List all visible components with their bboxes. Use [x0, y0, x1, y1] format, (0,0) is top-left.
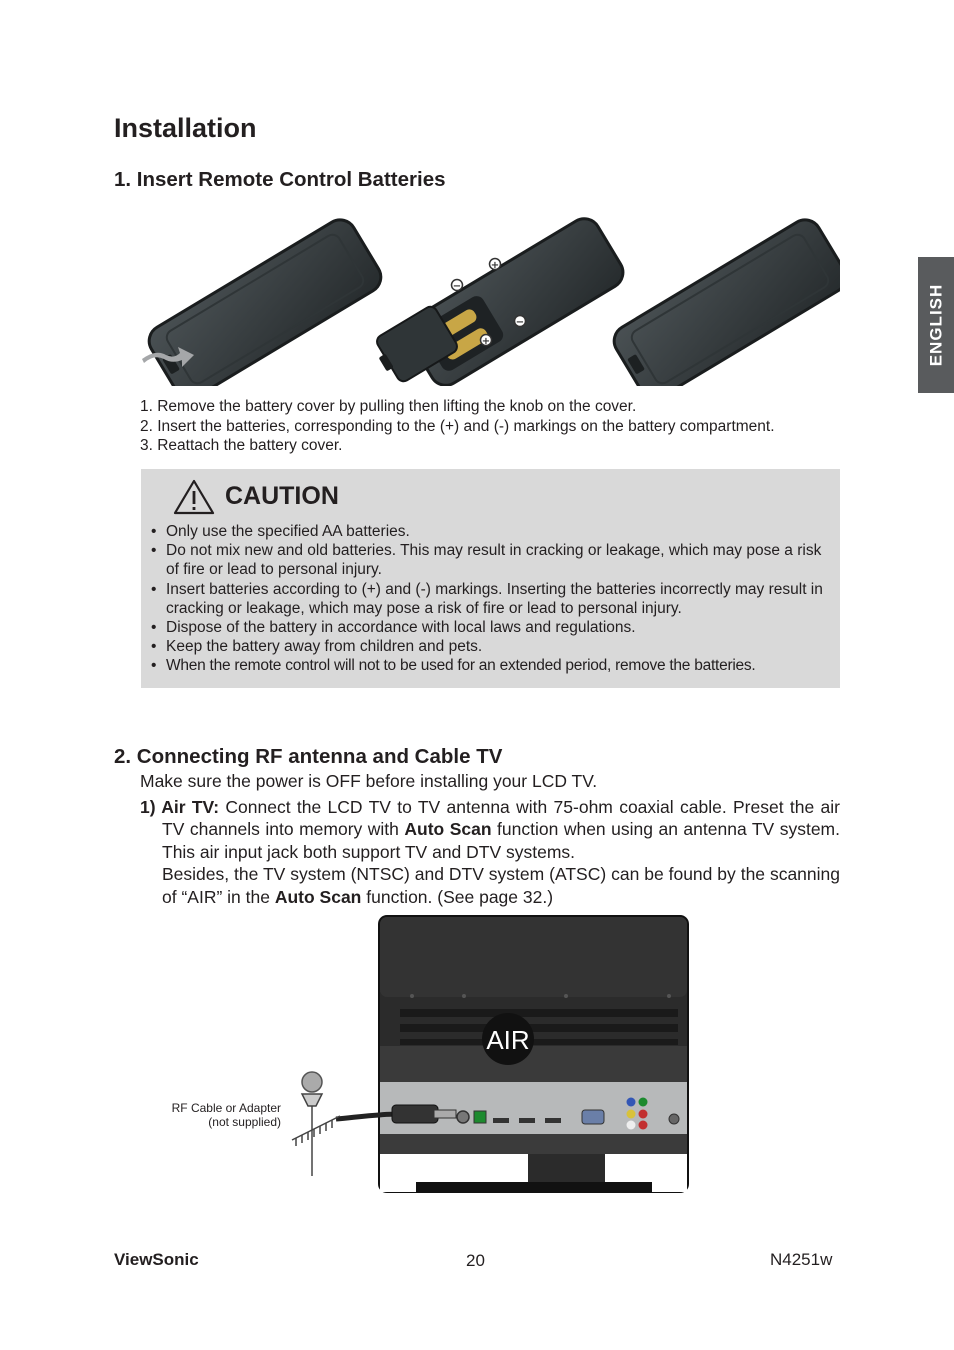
section1-heading: 1. Insert Remote Control Batteries: [114, 168, 446, 191]
caution-title: CAUTION: [225, 482, 339, 510]
rf-cable-label-line2: (not supplied): [208, 1115, 281, 1129]
air-tv-label: 1) Air TV:: [140, 797, 220, 817]
caution-item-text: Insert batteries according to (+) and (-) markings. Inserting the batteries incorrectly may result in cracking or leakage, which may pose a risk of fire or lead to personal injury.: [166, 580, 823, 617]
caution-bullet: •: [151, 657, 157, 675]
vent-slots: [400, 1009, 678, 1045]
minus-marking-icon: [515, 316, 526, 329]
auto-scan-term: Auto Scan: [404, 819, 492, 840]
caution-bullet: •: [151, 523, 157, 540]
tv-stand: [416, 1182, 652, 1192]
caution-item: [151, 541, 837, 579]
caution-item-text: Keep the battery away from children and pets.: [166, 638, 483, 656]
warning-triangle-icon: [173, 479, 215, 515]
language-tab: [918, 257, 954, 393]
air-tv-paragraph-2: [140, 863, 840, 908]
plus-marking-icon: [481, 335, 492, 348]
battery-steps-list: [140, 397, 860, 456]
footer-page-number: 20: [466, 1251, 485, 1270]
air-tv-paragraph-1: [140, 796, 840, 863]
air-tv-text-2a: Besides, the TV system (NTSC) and DTV system (ATSC) can be found by the scanning of “AIR” in the: [162, 864, 840, 907]
caution-item: [151, 656, 837, 675]
caution-item-text: Only use the specified AA batteries.: [166, 523, 410, 540]
footer-brand: ViewSonic: [114, 1250, 199, 1269]
plus-marking-icon: [490, 259, 501, 272]
caution-bullet: •: [151, 619, 157, 637]
plus-mark-bottom: +: [481, 336, 491, 347]
section2-intro: Make sure the power is OFF before installing your LCD TV.: [140, 771, 598, 791]
tv-rear-panel-illustration: [288, 914, 690, 1194]
rf-cable-label: [140, 1101, 281, 1129]
language-tab-label: ENGLISH: [926, 283, 945, 367]
page-title: Installation: [114, 113, 257, 143]
caution-item: [151, 522, 837, 541]
air-tv-instructions: [140, 796, 840, 908]
caution-item-text: Do not mix new and old batteries. This may result in cracking or leakage, which may pose a risk of fire or lead to personal injury.: [166, 542, 822, 579]
minus-mark-right: −: [515, 317, 525, 328]
caution-bullet: •: [151, 638, 157, 656]
step-1: 1. Remove the battery cover by pulling then lifting the knob on the cover.: [140, 398, 637, 415]
vga-port: [582, 1110, 604, 1124]
caution-item: [151, 637, 837, 656]
coax-plug: [392, 1105, 438, 1123]
minus-mark-left: −: [452, 281, 462, 292]
air-badge-label: AIR: [486, 1025, 530, 1055]
step-3: 3. Reattach the battery cover.: [140, 437, 343, 454]
caution-item: [151, 580, 837, 618]
air-tv-text-2b: function. (See page 32.): [361, 886, 554, 907]
caution-list: [151, 522, 837, 676]
hdmi-port: [519, 1118, 535, 1123]
caution-item-text: Dispose of the battery in accordance with local laws and regulations.: [166, 619, 636, 637]
optical-port: [474, 1111, 486, 1123]
minus-marking-icon: [452, 280, 463, 293]
plus-mark-top: +: [490, 260, 500, 271]
hdmi-port: [545, 1118, 561, 1123]
caution-box: [141, 469, 840, 688]
coax-port: [457, 1111, 469, 1123]
remote-right-image: [608, 214, 840, 386]
section2-heading: 2. Connecting RF antenna and Cable TV: [114, 745, 503, 768]
auto-scan-term: Auto Scan: [274, 886, 362, 907]
remote-batteries-illustration: [140, 214, 840, 386]
footer-model: N4251w: [770, 1250, 833, 1269]
air-tv-text-1b: function when using an antenna TV system. This air input jack both support TV and DTV systems.: [162, 819, 840, 862]
rf-cable-label-line1: RF Cable or Adapter: [171, 1101, 281, 1115]
caution-bullet: •: [151, 580, 157, 598]
air-tv-text-1a: Connect the LCD TV to TV antenna with 75-ohm coaxial cable. Preset the air TV channels into memory with: [162, 797, 841, 840]
svideo-port: [669, 1114, 679, 1124]
caution-bullet: •: [151, 542, 157, 560]
hdmi-port: [493, 1118, 509, 1123]
caution-item: [151, 618, 837, 637]
step-2: 2. Insert the batteries, corresponding to the (+) and (-) markings on the battery compartment.: [140, 417, 775, 435]
caution-item-text: When the remote control will not to be used for an extended period, remove the batteries.: [166, 657, 756, 675]
